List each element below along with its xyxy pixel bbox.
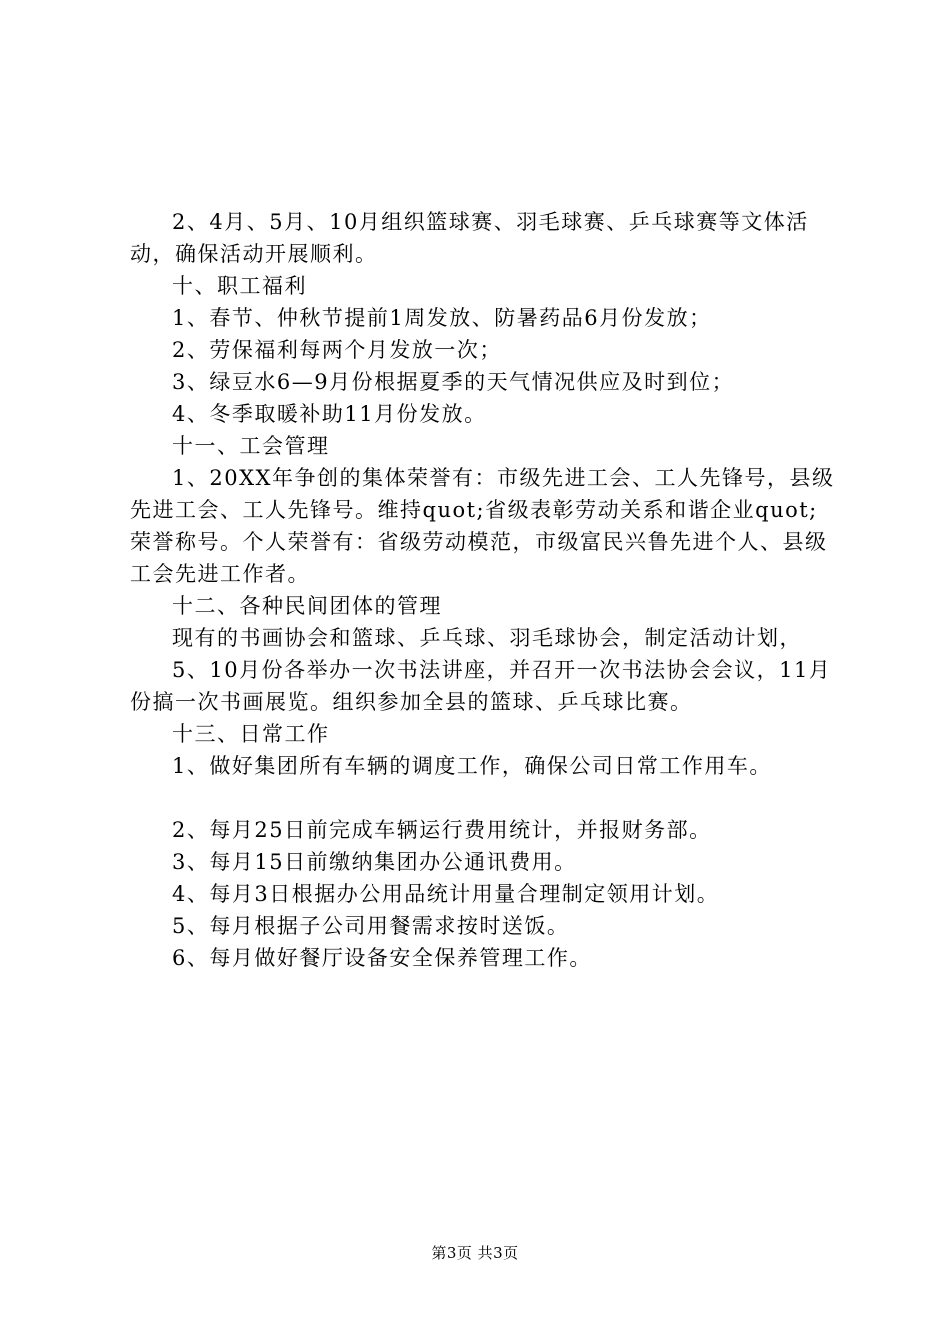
paragraph-daily-2: 2、每月25日前完成车辆运行费用统计，并报财务部。 [172,818,712,842]
paragraph-activities: 2、4月、5月、10月组织篮球赛、羽毛球赛、乒乓球赛等文体活动，确保活动开展顺利。 [130,210,809,266]
document-body [130,206,840,974]
paragraph-welfare-4: 4、冬季取暖补助11月份发放。 [172,402,487,426]
paragraph-union-1: 1、20XX年争创的集体荣誉有：市级先进工会、工人先锋号，县级先进工会、工人先锋号。维持quot;省级表彰劳动关系和谐企业quot;荣誉称号。个人荣誉有：省级劳动模范，市级富民兴鲁先进个人、县级工会先进工作者。 [130,466,835,586]
paragraph-groups-1: 现有的书画协会和篮球、乒乓球、羽毛球协会，制定活动计划， [172,626,802,650]
paragraph-daily-4: 4、每月3日根据办公用品统计用量合理制定领用计划。 [172,882,720,906]
blank-line [130,782,840,814]
heading-groups: 十二、各种民间团体的管理 [172,594,442,618]
heading-welfare: 十、职工福利 [172,274,307,298]
page-indicator: 第3页 共3页 [431,1244,519,1262]
page-footer [0,1243,950,1263]
paragraph-welfare-3: 3、绿豆水6—9月份根据夏季的天气情况供应及时到位； [172,370,735,394]
heading-daily-work: 十三、日常工作 [172,722,330,746]
paragraph-welfare-1: 1、春节、仲秋节提前1周发放、防暑药品6月份发放； [172,306,712,330]
paragraph-welfare-2: 2、劳保福利每两个月发放一次； [172,338,502,362]
paragraph-daily-1: 1、做好集团所有车辆的调度工作，确保公司日常工作用车。 [172,754,772,778]
paragraph-daily-6: 6、每月做好餐厅设备安全保养管理工作。 [172,946,592,970]
heading-union: 十一、工会管理 [172,434,330,458]
paragraph-daily-5: 5、每月根据子公司用餐需求按时送饭。 [172,914,570,938]
paragraph-groups-2: 5、10月份各举办一次书法讲座，并召开一次书法协会会议，11月份搞一次书画展览。组织参加全县的篮球、乒乓球比赛。 [130,658,832,714]
paragraph-daily-3: 3、每月15日前缴纳集团办公通讯费用。 [172,850,577,874]
